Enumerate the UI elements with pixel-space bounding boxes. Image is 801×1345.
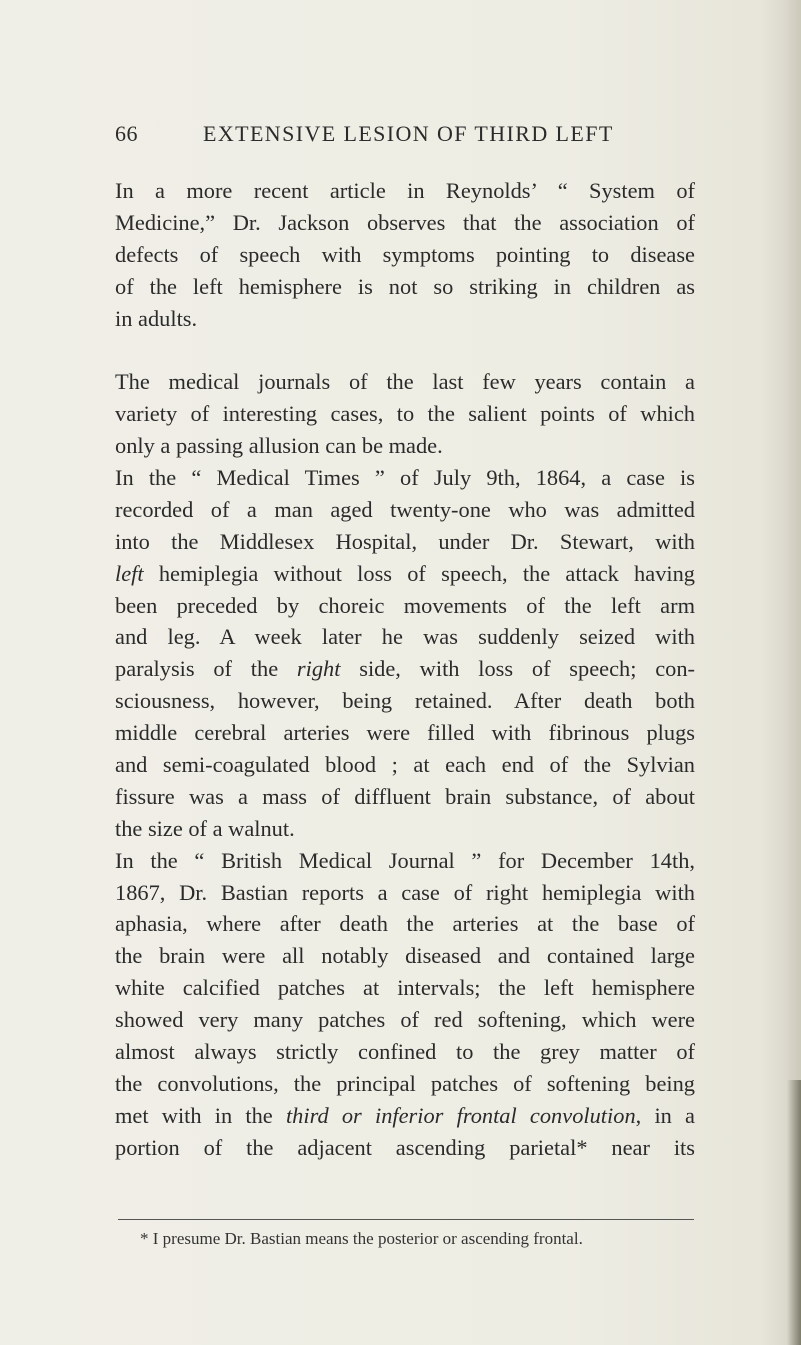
text-line: been preceded by choreic movements of the left arm — [115, 592, 695, 618]
text-line: In a more recent article in Reynolds’ “ System of — [115, 178, 695, 203]
text-line: white calcified patches at intervals; the left hemisphere — [115, 975, 695, 1001]
text-line: into the Middlesex Hospital, under Dr. Stewart, with — [115, 528, 695, 554]
text-line: recorded of a man aged twenty-one who was admitted — [115, 496, 695, 522]
paragraph-gap — [115, 334, 695, 366]
page-edge-dark — [787, 1080, 801, 1345]
text-line: almost always strictly confined to the grey matter of — [115, 1039, 695, 1065]
text-line: portion of the adjacent ascending parietal* near its — [115, 1134, 695, 1160]
footnote: * I presume Dr. Bastian means the posterior or ascending frontal. — [140, 1229, 583, 1248]
text-line: and leg. A week later he was suddenly seized with — [115, 624, 695, 650]
text-line: middle cerebral arteries were filled with fibrinous plugs — [115, 720, 695, 746]
paragraph — [115, 845, 695, 1164]
text-line: Medicine,” Dr. Jackson observes that the association of — [115, 209, 695, 235]
paragraph — [115, 366, 695, 462]
text-line: left hemiplegia without loss of speech, the attack having — [115, 560, 695, 586]
text-line: In the “ Medical Times ” of July 9th, 1864, a case is — [115, 465, 695, 491]
text-line: and semi-coagulated blood ; at each end of the Sylvian — [115, 752, 695, 778]
text-line: of the left hemisphere is not so striking in children as — [115, 273, 695, 299]
text-line: In the “ British Medical Journal ” for December 14th, — [115, 847, 695, 873]
text-line: aphasia, where after death the arteries at the base of — [115, 911, 695, 937]
text-line: showed very many patches of red softening, which were — [115, 1007, 695, 1033]
text-line: fissure was a mass of diffluent brain substance, of about — [115, 783, 695, 809]
paragraph — [115, 462, 695, 845]
footnote-rule — [118, 1219, 694, 1220]
body-text — [115, 175, 695, 1164]
text-line: the brain were all notably diseased and contained large — [115, 943, 695, 969]
text-line: 1867, Dr. Bastian reports a case of right hemiplegia with — [115, 879, 695, 905]
text-line: the convolutions, the principal patches of softening being — [115, 1070, 695, 1096]
page-header — [115, 121, 695, 151]
text-line: met with in the third or inferior frontal convolution, in a — [115, 1102, 695, 1128]
running-title: EXTENSIVE LESION OF THIRD LEFT — [203, 121, 614, 146]
text-line: only a passing allusion can be made. — [115, 433, 443, 459]
paragraph — [115, 175, 695, 334]
text-line: sciousness, however, being retained. After death both — [115, 688, 695, 714]
text-line: in adults. — [115, 305, 198, 331]
text-line: paralysis of the right side, with loss of speech; con- — [115, 656, 695, 682]
text-line: defects of speech with symptoms pointing to disease — [115, 241, 695, 267]
page-number: 66 — [115, 121, 138, 146]
text-line: The medical journals of the last few years contain a — [115, 369, 695, 395]
text-line: variety of interesting cases, to the salient points of which — [115, 401, 695, 427]
text-line: the size of a walnut. — [115, 815, 295, 841]
